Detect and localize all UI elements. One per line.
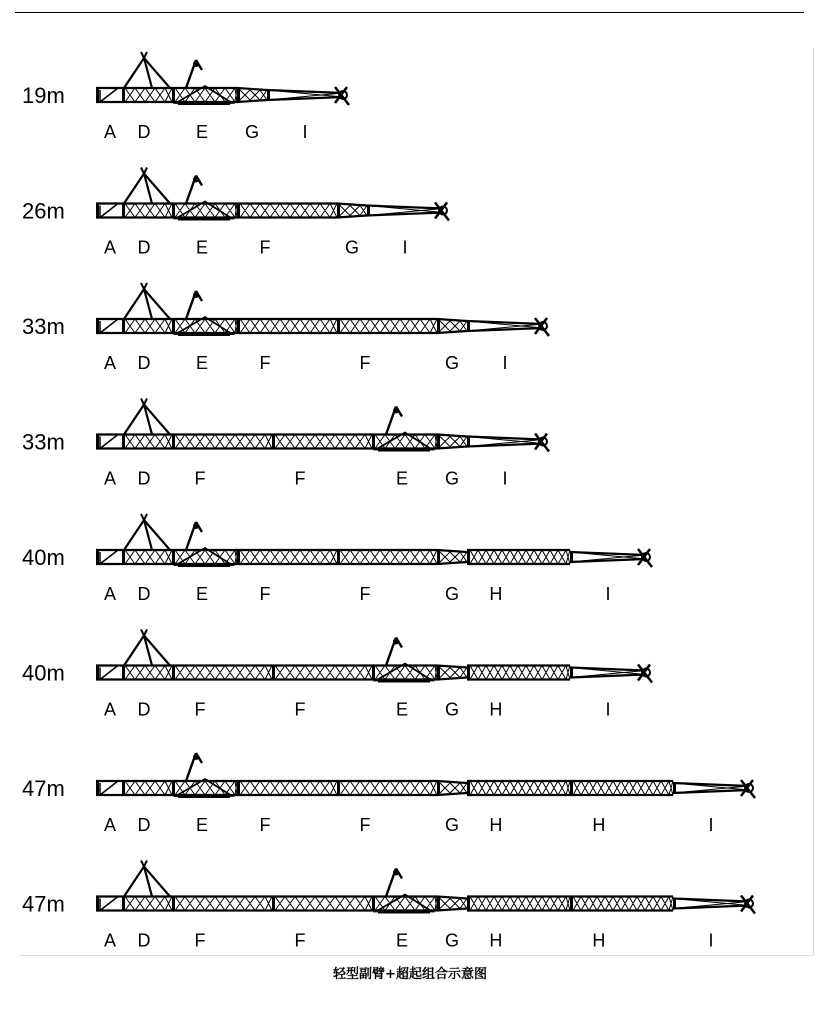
boom-section-f <box>237 203 337 219</box>
lattice-bracing <box>125 550 172 564</box>
section-end-frame <box>467 896 470 912</box>
section-end-frame <box>467 780 470 796</box>
section-end-frame <box>96 665 99 681</box>
section-end-frame <box>237 780 240 796</box>
section-end-frame <box>237 549 240 565</box>
boom-section-h <box>467 780 570 796</box>
boom-section-f <box>172 665 272 681</box>
boom-row <box>22 168 449 258</box>
lattice-bracing <box>440 668 467 678</box>
section-label: F <box>194 468 206 489</box>
section-label: F <box>194 699 206 720</box>
section-label: F <box>294 930 306 951</box>
section-label: A <box>103 353 117 373</box>
boom-section-f <box>272 665 372 681</box>
section-end-frame <box>437 896 440 912</box>
section-end-frame <box>122 87 125 103</box>
lattice-bracing <box>125 666 172 680</box>
section-label: I <box>402 237 408 258</box>
section-end-frame <box>237 203 240 219</box>
boom-section-a <box>96 87 122 103</box>
section-label: E <box>195 815 209 835</box>
section-label: A <box>103 584 117 604</box>
lattice-bracing <box>573 781 673 795</box>
section-label: D <box>137 353 151 373</box>
boom-section-d <box>122 87 172 103</box>
lattice-bracing <box>275 435 372 449</box>
boom-section-a <box>96 549 122 565</box>
section-end-frame <box>172 203 175 219</box>
superlift-pulley <box>193 292 199 298</box>
section-label: F <box>359 353 371 373</box>
base-mast-frame <box>124 174 170 204</box>
boom-length-label: 40m <box>22 660 65 686</box>
section-end-frame <box>272 434 275 450</box>
section-end-frame <box>122 549 125 565</box>
section-label: E <box>195 353 209 373</box>
boom-row <box>22 753 755 835</box>
lattice-bracing <box>340 550 437 564</box>
section-label: H <box>489 930 503 951</box>
section-end-frame <box>437 434 440 450</box>
section-label: I <box>605 584 611 604</box>
section-end-frame <box>237 318 240 334</box>
lattice-bracing <box>340 206 367 216</box>
boom-row <box>22 514 652 604</box>
boom-row <box>22 52 349 142</box>
section-label: E <box>395 468 409 489</box>
section-end-frame <box>172 434 175 450</box>
boom-section-f <box>337 318 437 334</box>
lattice-bracing <box>440 437 467 447</box>
section-end-frame <box>337 203 340 219</box>
section-label: F <box>359 584 371 604</box>
section-end-frame <box>437 549 440 565</box>
boom-section-d <box>122 665 172 681</box>
boom-chord <box>437 897 467 911</box>
section-label: I <box>708 815 714 835</box>
section-label: G <box>344 237 360 258</box>
section-label: A <box>103 815 117 835</box>
section-end-frame <box>122 318 125 334</box>
superlift-base-beam <box>178 794 230 798</box>
boom-section-f <box>337 549 437 565</box>
lattice-bracing <box>440 552 467 562</box>
superlift-pulley <box>393 639 399 645</box>
lattice-bracing <box>275 897 372 911</box>
section-label: D <box>137 122 151 142</box>
section-end-frame <box>437 780 440 796</box>
section-end-frame <box>337 318 340 334</box>
lattice-bracing <box>340 319 437 333</box>
superlift-base-beam <box>378 679 430 683</box>
lattice-bracing <box>440 899 467 909</box>
boom-length-label: 40m <box>22 545 65 570</box>
boom-row <box>22 399 549 489</box>
boom-chord <box>237 88 267 102</box>
boom-section-i <box>367 203 449 221</box>
boom-chord <box>437 435 467 449</box>
section-end-frame <box>172 318 175 334</box>
boom-section-h <box>467 549 570 565</box>
boom-section-d <box>122 318 172 334</box>
base-mast-head <box>141 861 147 867</box>
section-end-frame <box>337 780 340 796</box>
section-label: D <box>137 699 151 720</box>
boom-section-g <box>437 896 467 912</box>
section-label: A <box>103 122 117 142</box>
section-label: E <box>395 699 409 720</box>
section-label: I <box>302 122 308 142</box>
section-label: G <box>444 930 460 951</box>
section-label: E <box>395 930 409 951</box>
section-end-frame <box>372 896 375 912</box>
section-label: I <box>708 930 714 951</box>
section-label: I <box>502 353 508 373</box>
section-label: F <box>359 815 371 835</box>
section-label: E <box>195 584 209 604</box>
boom-chord <box>437 666 467 680</box>
superlift-pulley <box>193 754 199 760</box>
base-mast-head <box>141 630 147 636</box>
section-end-frame <box>570 780 573 796</box>
superlift-base-beam <box>178 563 230 567</box>
superlift-pulley <box>193 523 199 529</box>
section-label: H <box>489 699 503 720</box>
section-end-frame <box>122 665 125 681</box>
section-label: F <box>259 815 271 835</box>
boom-section-i <box>267 87 349 105</box>
section-label: G <box>244 122 260 142</box>
boom-length-label: 19m <box>22 83 65 108</box>
base-mast-head <box>141 168 147 174</box>
section-label: D <box>137 584 151 604</box>
section-label: G <box>444 353 460 373</box>
lattice-bracing <box>125 88 172 102</box>
lattice-bracing <box>175 435 272 449</box>
superlift-pulley <box>393 870 399 876</box>
section-end-frame <box>122 434 125 450</box>
lattice-bracing <box>470 781 570 795</box>
section-end-frame <box>437 665 440 681</box>
section-label: I <box>502 468 508 489</box>
section-label: F <box>259 237 271 258</box>
superlift-base-beam <box>178 101 230 105</box>
boom-section-h <box>467 896 570 912</box>
boom-section-d <box>122 434 172 450</box>
section-end-frame <box>570 896 573 912</box>
section-end-frame <box>467 665 470 681</box>
lattice-bracing <box>125 204 172 218</box>
lattice-bracing <box>240 204 337 218</box>
lattice-bracing <box>175 666 272 680</box>
boom-section-g <box>337 203 367 219</box>
lattice-bracing <box>100 319 118 333</box>
boom-section-f <box>272 896 372 912</box>
boom-section-g <box>437 434 467 450</box>
boom-section-h <box>467 665 570 681</box>
superlift-base-beam <box>378 910 430 914</box>
lattice-bracing <box>275 666 372 680</box>
section-end-frame <box>96 549 99 565</box>
diagram-caption: 轻型副臂+超起组合示意图 <box>333 967 487 982</box>
superlift-base-beam <box>178 332 230 336</box>
boom-section-d <box>122 780 172 796</box>
boom-section-f <box>237 549 337 565</box>
base-mast-frame <box>124 636 170 666</box>
boom-section-f <box>272 434 372 450</box>
boom-section-f <box>172 896 272 912</box>
boom-section-d <box>122 549 172 565</box>
boom-section-i <box>467 434 549 452</box>
section-end-frame <box>122 203 125 219</box>
section-label: F <box>259 584 271 604</box>
boom-section-g <box>437 665 467 681</box>
section-label: A <box>103 237 117 258</box>
lattice-bracing <box>100 88 118 102</box>
base-mast-head <box>141 399 147 405</box>
section-label: I <box>605 699 611 720</box>
section-label: H <box>592 815 606 835</box>
section-end-frame <box>172 665 175 681</box>
section-end-frame <box>267 89 270 101</box>
boom-section-a <box>96 203 122 219</box>
section-end-frame <box>467 436 470 448</box>
boom-length-label: 33m <box>22 429 65 455</box>
superlift-pulley <box>193 177 199 183</box>
boom-length-label: 33m <box>22 314 65 339</box>
boom-length-label: 47m <box>22 891 65 917</box>
section-end-frame <box>372 434 375 450</box>
section-label: D <box>137 468 151 489</box>
lattice-bracing <box>240 781 337 795</box>
lattice-bracing <box>100 897 118 911</box>
lattice-bracing <box>125 781 172 795</box>
lattice-bracing <box>100 204 118 218</box>
section-label: E <box>195 237 209 258</box>
lattice-bracing <box>125 435 172 449</box>
boom-section-f <box>172 434 272 450</box>
boom-section-a <box>96 780 122 796</box>
section-end-frame <box>122 896 125 912</box>
boom-section-i <box>673 896 755 914</box>
section-end-frame <box>272 665 275 681</box>
boom-section-d <box>122 896 172 912</box>
section-end-frame <box>172 780 175 796</box>
section-end-frame <box>673 782 676 794</box>
superlift-pulley <box>193 61 199 67</box>
section-end-frame <box>467 320 470 332</box>
section-end-frame <box>172 87 175 103</box>
section-end-frame <box>96 434 99 450</box>
lattice-bracing <box>440 783 467 793</box>
boom-section-a <box>96 434 122 450</box>
base-mast-head <box>141 283 147 289</box>
boom-section-h <box>570 780 673 796</box>
section-label: H <box>592 930 606 951</box>
section-label: G <box>444 815 460 835</box>
base-mast-frame <box>124 405 170 435</box>
lattice-bracing <box>240 90 267 100</box>
boom-section-i <box>673 780 755 798</box>
section-label: E <box>195 122 209 142</box>
boom-section-g <box>437 549 467 565</box>
boom-section-d <box>122 203 172 219</box>
section-label: F <box>259 353 271 373</box>
lattice-bracing <box>100 666 118 680</box>
base-mast-frame <box>124 520 170 550</box>
boom-section-i <box>570 549 652 567</box>
section-label: A <box>103 699 117 720</box>
superlift-base-beam <box>378 448 430 452</box>
boom-row <box>22 861 755 951</box>
lattice-bracing <box>573 897 673 911</box>
section-label: G <box>444 468 460 489</box>
section-end-frame <box>570 667 573 679</box>
section-end-frame <box>272 896 275 912</box>
lattice-bracing <box>175 897 272 911</box>
lattice-bracing <box>470 550 570 564</box>
boom-chord <box>337 204 367 218</box>
boom-section-g <box>237 87 267 103</box>
section-label: F <box>294 468 306 489</box>
section-end-frame <box>172 896 175 912</box>
section-end-frame <box>96 87 99 103</box>
section-end-frame <box>122 780 125 796</box>
section-label: F <box>294 699 306 720</box>
superlift-pulley <box>393 408 399 414</box>
boom-chord <box>437 781 467 795</box>
boom-section-f <box>237 318 337 334</box>
boom-section-g <box>437 780 467 796</box>
section-label: A <box>103 930 117 951</box>
section-label: D <box>137 237 151 258</box>
section-end-frame <box>367 205 370 217</box>
boom-row <box>22 283 549 373</box>
boom-section-a <box>96 896 122 912</box>
section-end-frame <box>96 318 99 334</box>
section-end-frame <box>437 318 440 334</box>
section-label: D <box>137 815 151 835</box>
boom-section-f <box>237 780 337 796</box>
boom-length-label: 26m <box>22 198 65 224</box>
section-end-frame <box>96 896 99 912</box>
lattice-bracing <box>340 781 437 795</box>
lattice-bracing <box>470 666 570 680</box>
lattice-bracing <box>440 321 467 331</box>
superlift-base-beam <box>178 217 230 221</box>
section-end-frame <box>372 665 375 681</box>
section-end-frame <box>96 780 99 796</box>
section-label: F <box>194 930 206 951</box>
section-label: H <box>489 815 503 835</box>
boom-section-a <box>96 318 122 334</box>
section-end-frame <box>467 549 470 565</box>
section-end-frame <box>172 549 175 565</box>
boom-length-label: 47m <box>22 776 65 801</box>
base-mast-frame <box>124 58 170 88</box>
boom-section-a <box>96 665 122 681</box>
section-label: G <box>444 699 460 720</box>
boom-row <box>22 630 652 720</box>
section-label: A <box>103 468 117 489</box>
boom-section-h <box>570 896 673 912</box>
base-mast-frame <box>124 289 170 319</box>
section-end-frame <box>570 551 573 563</box>
lattice-bracing <box>125 319 172 333</box>
lattice-bracing <box>240 550 337 564</box>
section-end-frame <box>237 87 240 103</box>
boom-chord <box>437 550 467 564</box>
section-label: D <box>137 930 151 951</box>
boom-section-g <box>437 318 467 334</box>
section-end-frame <box>96 203 99 219</box>
boom-section-i <box>570 665 652 683</box>
base-mast-head <box>141 514 147 520</box>
lattice-bracing <box>100 435 118 449</box>
lattice-bracing <box>100 550 118 564</box>
boom-section-f <box>337 780 437 796</box>
section-label: H <box>489 584 503 604</box>
boom-section-i <box>467 318 549 336</box>
lattice-bracing <box>240 319 337 333</box>
lattice-bracing <box>470 897 570 911</box>
lattice-bracing <box>125 897 172 911</box>
section-end-frame <box>673 898 676 910</box>
section-label: G <box>444 584 460 604</box>
section-end-frame <box>337 549 340 565</box>
boom-chord <box>437 319 467 333</box>
base-mast-head <box>141 52 147 58</box>
lattice-bracing <box>100 781 118 795</box>
base-mast-frame <box>124 867 170 897</box>
